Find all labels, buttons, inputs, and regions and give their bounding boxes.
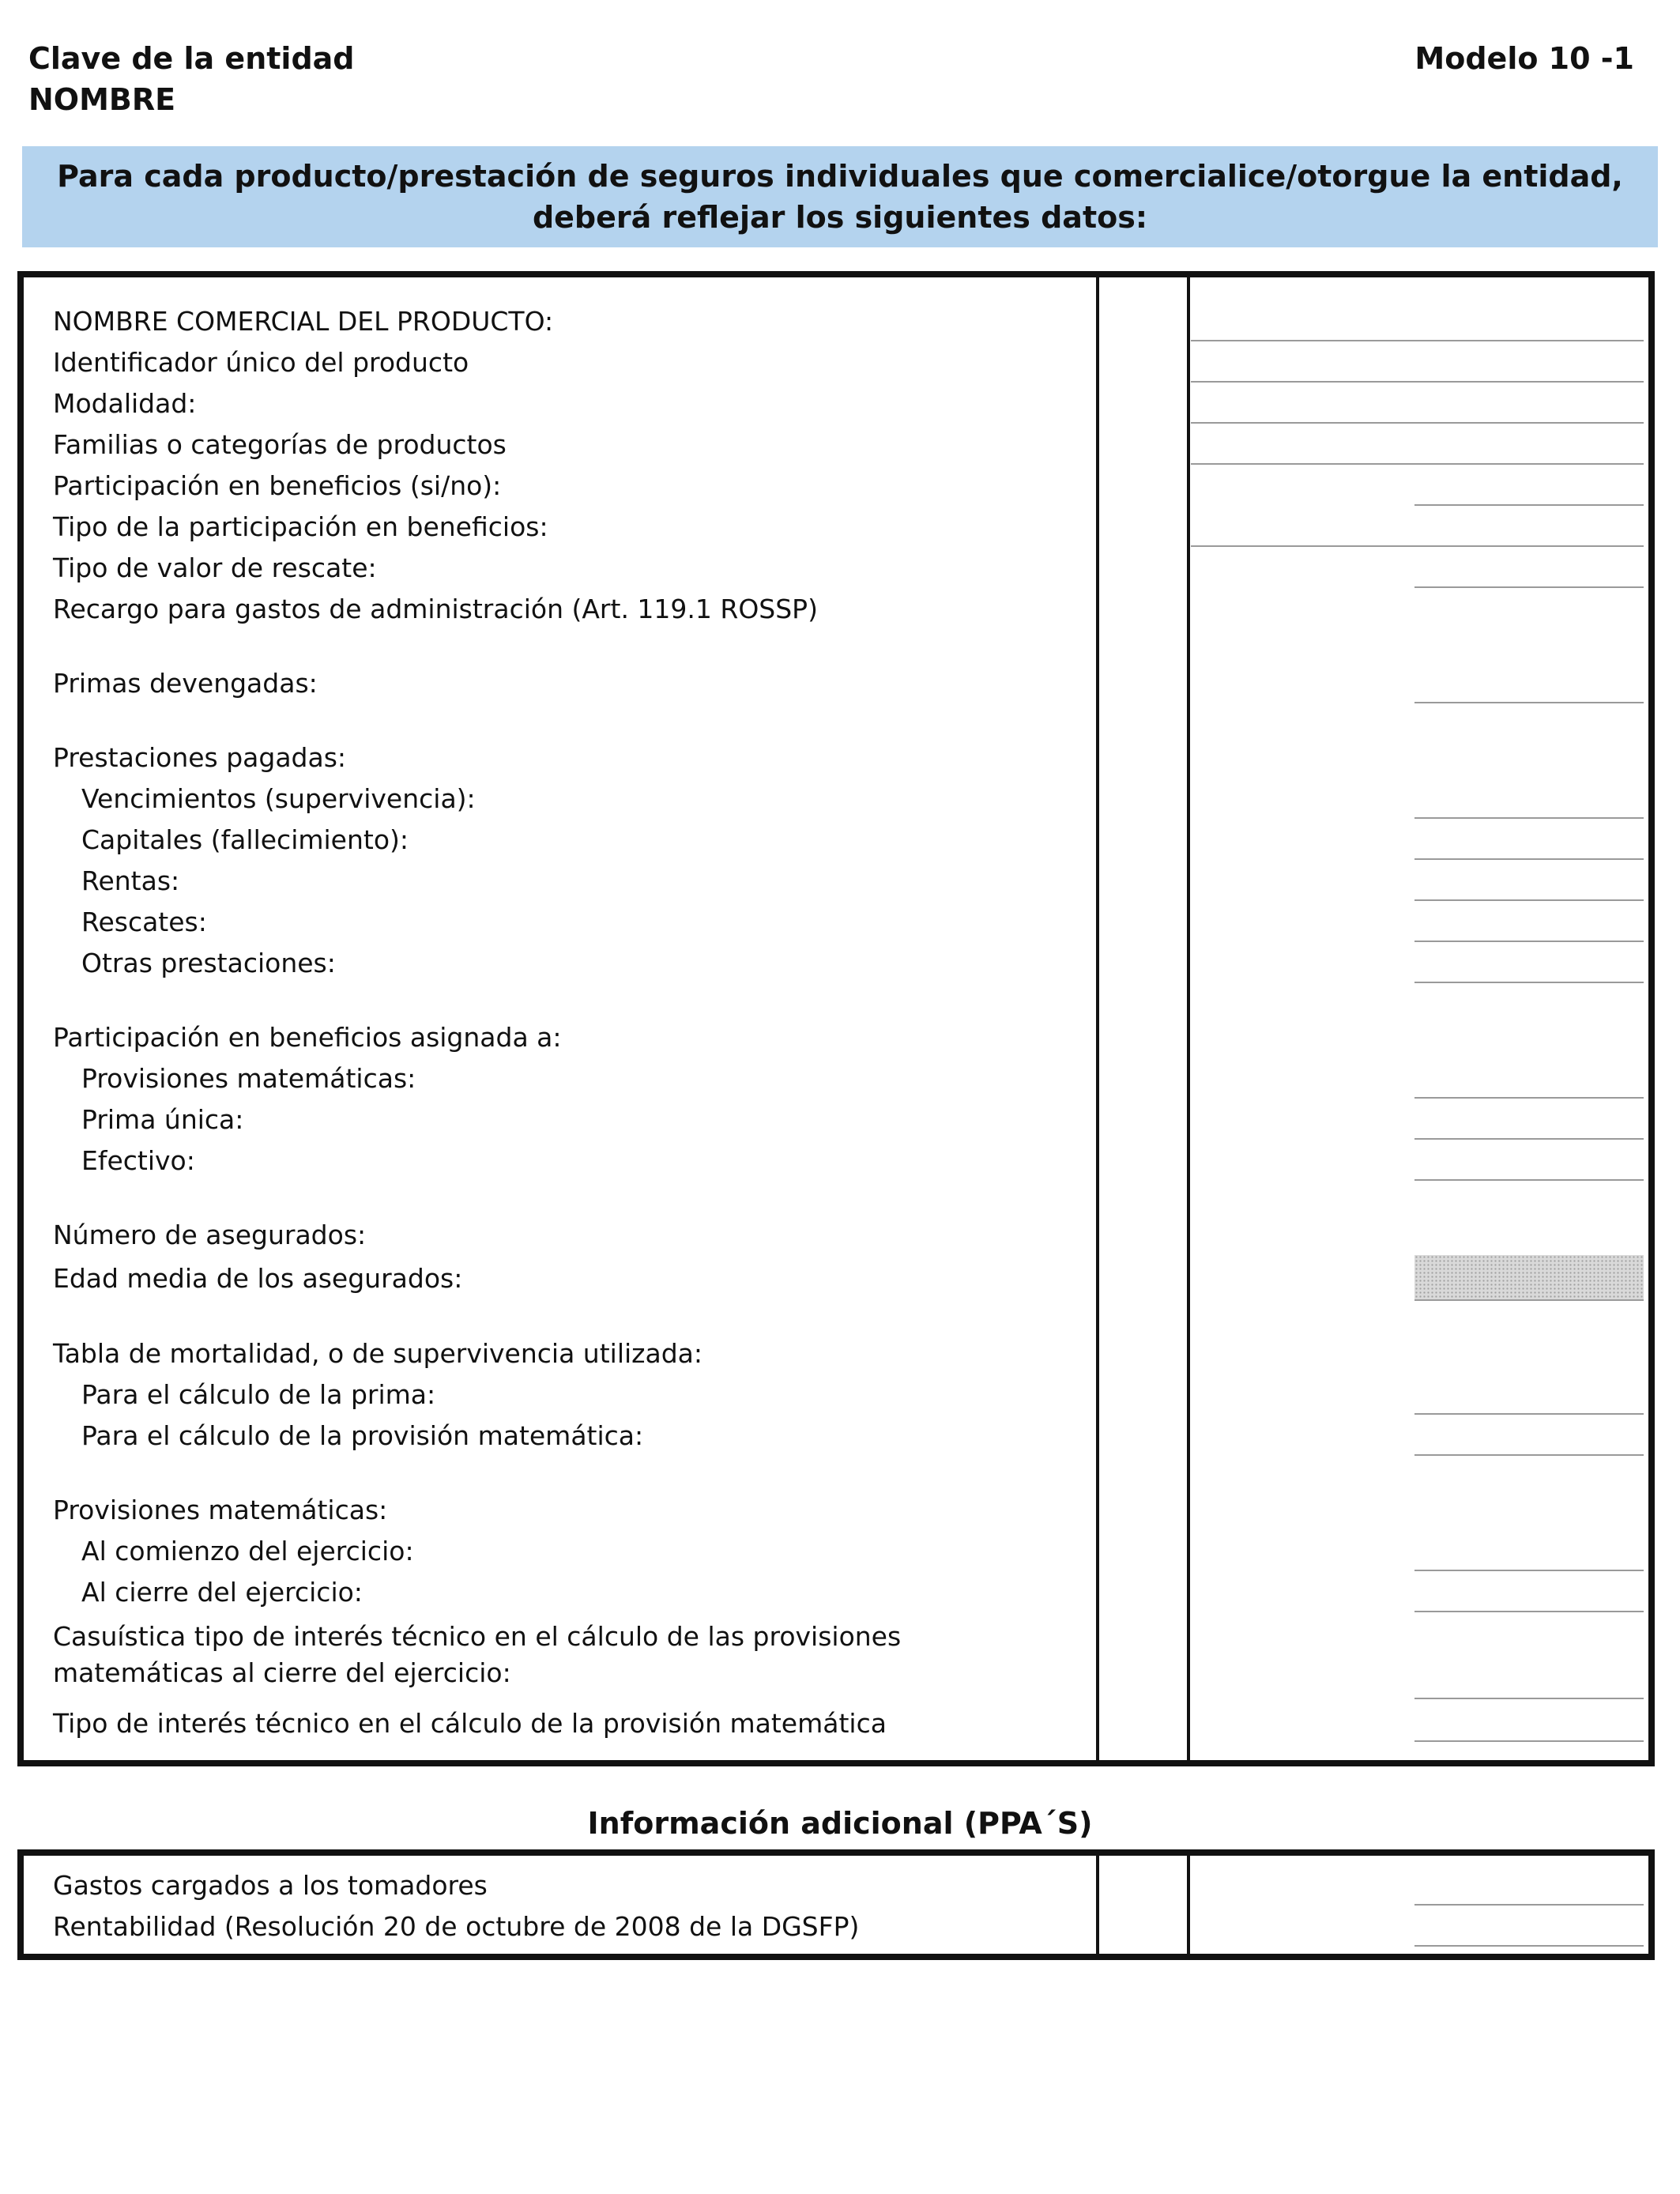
model-number: Modelo 10 -1 <box>1414 41 1634 76</box>
entry-line-annuities[interactable] <box>1414 899 1644 901</box>
entry-line-provision-calc[interactable] <box>1414 1454 1644 1456</box>
label-number-insured: Número de asegurados: <box>53 1220 367 1250</box>
entry-line-maturities[interactable] <box>1414 817 1644 819</box>
entry-line-surrender-value-type[interactable] <box>1414 586 1644 588</box>
label-admin-surcharge: Recargo para gastos de administración (Art. 119.1 ROSSP) <box>53 594 818 624</box>
column-divider-2 <box>1187 277 1190 1760</box>
label-mortality-table: Tabla de mortalidad, o de supervivencia utilizada: <box>53 1338 703 1369</box>
label-single-premium: Prima única: <box>81 1104 244 1135</box>
label-technical-interest-rate: Tipo de interés técnico en el cálculo de la provisión matemática <box>53 1708 887 1739</box>
entry-line-cash[interactable] <box>1414 1179 1644 1181</box>
instructions-banner <box>22 146 1658 247</box>
label-commercial-name: NOMBRE COMERCIAL DEL PRODUCTO: <box>53 306 554 337</box>
label-surrenders: Rescates: <box>81 907 207 937</box>
label-surrender-value-type: Tipo de valor de rescate: <box>53 552 377 583</box>
label-profit-participation: Participación en beneficios (si/no): <box>53 470 502 501</box>
label-participation-type: Tipo de la participación en beneficios: <box>53 511 548 542</box>
label-participation-assigned: Participación en beneficios asignada a: <box>53 1022 562 1053</box>
entry-line-participation-type[interactable] <box>1191 545 1644 547</box>
label-premium-calc: Para el cálculo de la prima: <box>81 1379 436 1410</box>
label-provision-calc: Para el cálculo de la provisión matemática: <box>81 1420 644 1451</box>
entity-name-label: NOMBRE <box>28 82 176 117</box>
entry-line-other-benefits[interactable] <box>1414 982 1644 983</box>
label-modality: Modalidad: <box>53 388 197 419</box>
label-product-id: Identificador único del producto <box>53 347 469 378</box>
label-math-provisions-assigned: Provisiones matemáticas: <box>81 1063 416 1094</box>
entry-line-charges-to-policyholders[interactable] <box>1414 1904 1644 1906</box>
entry-line-surrenders[interactable] <box>1414 941 1644 942</box>
additional-column-divider-2 <box>1187 1856 1190 1954</box>
label-end-of-year: Al cierre del ejercicio: <box>81 1577 363 1608</box>
entry-line-profitability[interactable] <box>1414 1945 1644 1947</box>
shaded-field-average-age <box>1414 1255 1644 1301</box>
entry-line-math-provisions-assigned[interactable] <box>1414 1097 1644 1099</box>
label-annuities: Rentas: <box>81 865 180 896</box>
label-charges-to-policyholders: Gastos cargados a los tomadores <box>53 1870 488 1901</box>
entry-line-commercial-name[interactable] <box>1191 340 1644 341</box>
entry-line-premium-calc[interactable] <box>1414 1413 1644 1415</box>
label-product-families: Familias o categorías de productos <box>53 429 507 460</box>
entry-line-end-of-year[interactable] <box>1414 1611 1644 1612</box>
entry-line-start-of-year[interactable] <box>1414 1570 1644 1571</box>
label-math-provisions: Provisiones matemáticas: <box>53 1495 388 1525</box>
label-cash: Efectivo: <box>81 1145 195 1176</box>
entry-line-modality[interactable] <box>1191 422 1644 424</box>
label-other-benefits: Otras prestaciones: <box>81 948 336 978</box>
column-divider-1 <box>1096 277 1099 1760</box>
entry-line-product-families[interactable] <box>1191 463 1644 465</box>
entry-line-single-premium[interactable] <box>1414 1138 1644 1140</box>
label-interest-rate-casuistry: Casuística tipo de interés técnico en el cálculo de las provisiones matemáticas al cierre del ejercicio: <box>53 1621 902 1688</box>
label-death-capitals: Capitales (fallecimiento): <box>81 824 409 855</box>
entry-line-profit-participation[interactable] <box>1414 504 1644 506</box>
label-earned-premiums: Primas devengadas: <box>53 668 318 699</box>
label-maturities: Vencimientos (supervivencia): <box>81 783 476 814</box>
entry-line-death-capitals[interactable] <box>1414 858 1644 860</box>
instructions-text: Para cada producto/prestación de seguros individuales que comercialice/otorgue la entidad, deberá reflejar los siguientes datos: <box>57 159 1623 235</box>
additional-info-title: Información adicional (PPA´S) <box>587 1806 1093 1841</box>
entry-line-interest-casuistry[interactable] <box>1414 1698 1644 1699</box>
label-start-of-year: Al comienzo del ejercicio: <box>81 1536 414 1566</box>
label-profitability: Rentabilidad (Resolución 20 de octubre de 2008 de la DGSFP) <box>53 1911 860 1942</box>
label-benefits-paid: Prestaciones pagadas: <box>53 742 347 773</box>
entry-line-earned-premiums[interactable] <box>1414 702 1644 703</box>
entity-key-label: Clave de la entidad <box>28 41 355 76</box>
additional-column-divider-1 <box>1096 1856 1099 1954</box>
entry-line-technical-interest-rate[interactable] <box>1414 1740 1644 1742</box>
label-average-age: Edad media de los asegurados: <box>53 1263 463 1294</box>
entry-line-product-id[interactable] <box>1191 381 1644 383</box>
